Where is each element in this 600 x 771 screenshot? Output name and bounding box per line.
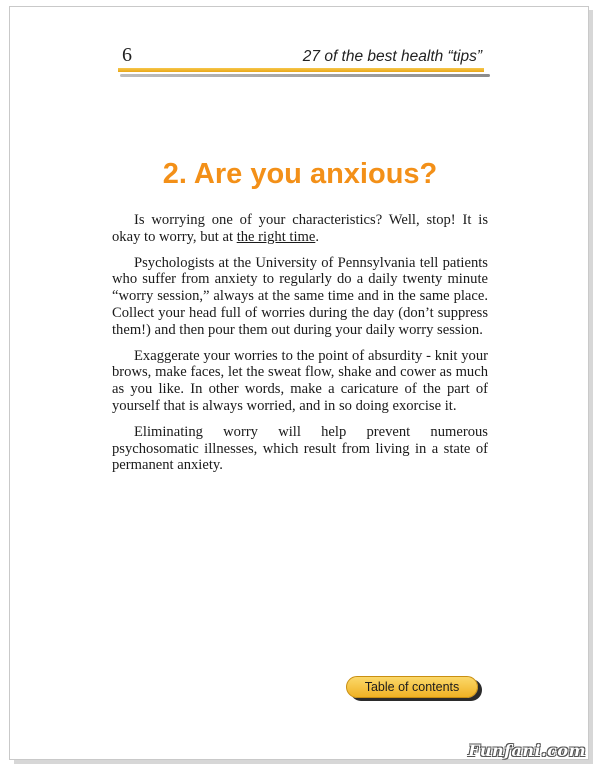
page-shadow-right [589,10,593,762]
page-shadow-bottom [14,760,593,764]
right-time-link[interactable]: the right time [236,228,316,245]
page-number: 6 [122,44,132,66]
running-title: 27 of the best health “tips” [302,48,482,65]
paragraph-1-text: Is worrying one of your characteristics? Well, stop! It is okay to worry, but at [112,212,488,245]
watermark-logo: Funfani.com [468,741,586,760]
paragraph-4: Eliminating worry will help prevent numerous psychosomatic illnesses, which result from living in a state of permanent anxiety. [112,423,488,474]
section-heading: 2. Are you anxious? [162,158,438,190]
header-rule [118,68,484,72]
header-rule-shadow [120,74,490,77]
paragraph-1 [112,212,488,246]
article-body [112,212,488,483]
table-of-contents-button[interactable]: Table of contents [346,676,478,698]
paragraph-3: Exaggerate your worries to the point of absurdity - knit your brows, make faces, let the sweat flow, shake and cower as much as you like. In other words, make a caricature of the part of yourself that is always worried, and in so doing exorcise it. [112,347,488,414]
paragraph-1-end: . [315,228,319,245]
paragraph-2: Psychologists at the University of Pennsylvania tell patients who suffer from anxiety to regularly do a daily twenty minute “worry session,” always at the same time and in the same place. Collect your head full of worries during the day (don’t suppress them!) and then pour them out during your daily worry session. [112,254,488,338]
